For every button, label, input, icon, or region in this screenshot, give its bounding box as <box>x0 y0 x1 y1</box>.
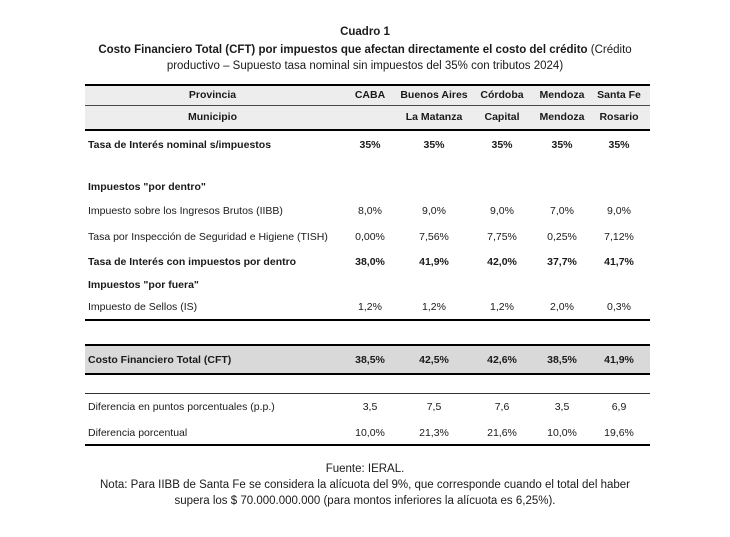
cell-iibb-0: 8,0% <box>358 205 382 217</box>
row-label-tasa-nominal: Tasa de Interés nominal s/impuestos <box>88 138 272 151</box>
cell-sellos-1: 1,2% <box>400 294 468 320</box>
header-municipality-2: Capital <box>468 105 536 130</box>
cell-tasa-nominal-2: 35% <box>491 138 513 151</box>
cell-sellos-2: 1,2% <box>468 294 536 320</box>
cell-tish-1: 7,56% <box>419 230 449 243</box>
spacer-cell <box>85 374 650 393</box>
cell-section-dentro-0 <box>340 176 400 198</box>
cell-tasa-dentro-4: 41,7% <box>604 256 634 268</box>
cell-dif-pp-0: 3,5 <box>340 393 400 421</box>
cell-dif-pp-1: 7,5 <box>400 393 468 421</box>
row-tish <box>85 224 650 249</box>
row-label-iibb: Impuesto sobre los Ingresos Brutos (IIBB) <box>88 205 283 217</box>
table-footer <box>0 461 730 509</box>
cell-section-fuera-0 <box>340 275 400 294</box>
cell-tish-3: 0,25% <box>547 230 577 243</box>
cell-dif-pct-2: 21,6% <box>468 421 536 445</box>
table-subtitle <box>76 42 654 74</box>
header-municipality-0 <box>340 105 400 130</box>
cell-iibb-2: 9,0% <box>490 205 514 217</box>
cell-cft-2: 42,6% <box>468 345 536 374</box>
row-tasa-nominal <box>85 130 650 158</box>
row-sellos <box>85 294 650 320</box>
row-cft <box>85 345 650 374</box>
row-dif-pct <box>85 421 650 445</box>
cell-iibb-1: 9,0% <box>422 205 446 217</box>
header-provincia-label: Provincia <box>85 85 340 105</box>
cft-table <box>85 84 650 446</box>
row-section-fuera <box>85 275 650 294</box>
cell-tish-2: 7,75% <box>487 230 517 243</box>
cell-sellos-3: 2,0% <box>536 294 588 320</box>
header-province-3: Mendoza <box>536 85 588 105</box>
cell-dif-pct-4: 19,6% <box>588 421 650 445</box>
footnote-line-1: Nota: Para IIBB de Santa Fe se considera la alícuota del 9%, que corresponde cuando el total del haber <box>100 479 630 491</box>
cell-dif-pp-2: 7,6 <box>468 393 536 421</box>
cell-tasa-dentro-0: 38,0% <box>355 256 385 268</box>
table-subtitle-paren: (Crédito productivo – Supuesto tasa nominal sin impuestos del 35% con tributos 2024) <box>166 44 632 72</box>
row-label-section-fuera: Impuestos "por fuera" <box>88 278 199 291</box>
cell-tasa-nominal-1: 35% <box>423 138 445 151</box>
cell-cft-3: 38,5% <box>536 345 588 374</box>
cell-sellos-0: 1,2% <box>340 294 400 320</box>
spacer-row <box>85 158 650 176</box>
cell-tish-0: 0,00% <box>355 230 385 243</box>
cell-tasa-nominal-3: 35% <box>551 138 573 151</box>
row-section-dentro <box>85 176 650 198</box>
header-province-1: Buenos Aires <box>400 85 468 105</box>
cell-section-fuera-4 <box>588 275 650 294</box>
header-row-provincia <box>85 85 650 105</box>
cell-tasa-dentro-1: 41,9% <box>419 256 449 268</box>
header-row-municipio <box>85 105 650 130</box>
row-label-section-dentro: Impuestos "por dentro" <box>88 181 206 193</box>
row-label-dif-pct: Diferencia porcentual <box>85 421 340 445</box>
footnote-line-2: supera los $ 70.000.000.000 (para montos inferiores la alícuota es 6,25%). <box>174 495 556 507</box>
header-municipality-1: La Matanza <box>400 105 468 130</box>
cell-section-dentro-1 <box>400 176 468 198</box>
header-province-0: CABA <box>340 85 400 105</box>
row-label-cft: Costo Financiero Total (CFT) <box>85 345 340 374</box>
cell-tish-4: 7,12% <box>604 230 634 243</box>
cell-section-fuera-1 <box>400 275 468 294</box>
header-municipality-3: Mendoza <box>536 105 588 130</box>
table-subtitle-bold: Costo Financiero Total (CFT) por impuestos que afectan directamente el costo del crédito <box>98 44 588 56</box>
spacer-cell <box>85 158 650 176</box>
cell-sellos-4: 0,3% <box>588 294 650 320</box>
cell-section-dentro-4 <box>588 176 650 198</box>
source-note: Fuente: IERAL. <box>325 463 405 475</box>
cell-iibb-3: 7,0% <box>550 205 574 217</box>
cell-section-dentro-3 <box>536 176 588 198</box>
cell-dif-pct-1: 21,3% <box>400 421 468 445</box>
row-label-tasa-dentro: Tasa de Interés con impuestos por dentro <box>88 256 297 268</box>
cell-cft-0: 38,5% <box>340 345 400 374</box>
cell-dif-pct-0: 10,0% <box>340 421 400 445</box>
spacer-cell <box>85 320 650 345</box>
row-label-tish: Tasa por Inspección de Seguridad e Higiene (TISH) <box>88 230 328 243</box>
spacer-row <box>85 374 650 393</box>
row-label-dif-pp: Diferencia en puntos porcentuales (p.p.) <box>85 393 340 421</box>
cell-dif-pct-3: 10,0% <box>536 421 588 445</box>
table-caption: Cuadro 1 <box>340 26 390 38</box>
cell-section-fuera-2 <box>468 275 536 294</box>
cell-dif-pp-3: 3,5 <box>536 393 588 421</box>
spacer-row <box>85 320 650 345</box>
cell-iibb-4: 9,0% <box>607 205 631 217</box>
cell-dif-pp-4: 6,9 <box>588 393 650 421</box>
cell-cft-4: 41,9% <box>588 345 650 374</box>
header-municipio-label: Municipio <box>85 105 340 130</box>
row-tasa-dentro <box>85 249 650 275</box>
cell-tasa-nominal-0: 35% <box>359 138 381 151</box>
cell-cft-1: 42,5% <box>400 345 468 374</box>
cell-tasa-dentro-2: 42,0% <box>487 256 517 268</box>
row-label-sellos: Impuesto de Sellos (IS) <box>85 294 340 320</box>
header-province-4: Santa Fe <box>588 85 650 105</box>
cell-tasa-nominal-4: 35% <box>608 138 630 151</box>
header-municipality-4: Rosario <box>588 105 650 130</box>
cell-tasa-dentro-3: 37,7% <box>547 256 577 268</box>
header-province-2: Córdoba <box>468 85 536 105</box>
row-dif-pp <box>85 393 650 421</box>
cell-section-fuera-3 <box>536 275 588 294</box>
row-iibb <box>85 198 650 224</box>
cell-section-dentro-2 <box>468 176 536 198</box>
